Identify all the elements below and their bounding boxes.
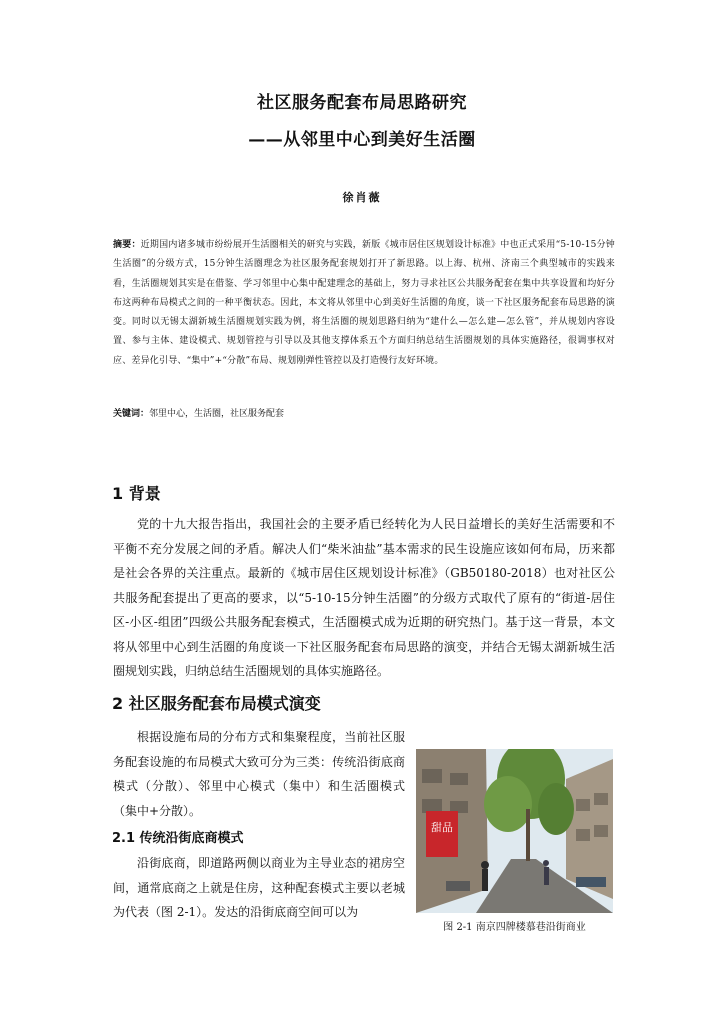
section-1-paragraph: 党的十九大报告指出，我国社会的主要矛盾已经转化为人民日益增长的美好生活需要和不平衡不充分发展之间的矛盾。解决人们“柴米油盐”基本需求的民生设施应该如何布局，历来都是社会各界的关注重点。最新的《城市居住区规划设计标准》（GB50180-2018）也对社区公共服务配套提出了更高的要求，以“5-10-15分钟生活圈”的分级方式取代了原有的“街道-居住区-小区-组团”四级公共服务配套模式，生活圈模式成为近期的研究热门。基于这一背景，本文将从邻里中心到生活圈的角度谈一下社区服务配套布局思路的演变，并结合无锡太湖新城生活圈规划实践，归纳总结生活圈规划的具体实施路径。 [113,517,615,678]
section-2-paragraph: 根据设施布局的分布方式和集聚程度，当前社区服务配套设施的布局模式大致可分为三类：传统沿街底商模式（分散）、邻里中心模式（集中）和生活圈模式（集中+分散）。 [113,730,405,818]
page-subtitle: ——从邻里中心到美好生活圈 [248,130,476,150]
section-2-1-heading: 2.1 传统沿街底商模式 [112,831,244,846]
author-name: 徐肖薇 [342,191,382,204]
photo-sign-text: 甜品 [431,821,453,834]
keywords-text: 邻里中心，生活圈，社区服务配套 [149,409,285,419]
abstract-block [113,236,615,371]
abstract-text: 近期国内诸多城市纷纷展开生活圈相关的研究与实践，新版《城市居住区规划设计标准》中也正式采用“5-10-15分钟生活圈”的分级方式，15分钟生活圈理念为社区服务配套规划打开了新思路。以上海、杭州、济南三个典型城市的实践来看，生活圈规划其实是在借鉴、学习邻里中心集中配建理念的基础上，努力寻求社区公共服务配套在集中共享设置和均好分布这两种布局模式之间的一种平衡状态。因此，本文将从邻里中心到美好生活圈的角度，谈一下社区服务配套布局思路的演变。同时以无锡太湖新城生活圈规划实践为例，将生活圈的规划思路归纳为“建什么—怎么建—怎么管”，并从规划内容设置、参与主体、建设模式、规划管控与引导以及其他支撑体系五个方面归纳总结生活圈规划的具体实施路径，很调事权对应、差异化引导、“集中”+“分散”布局、规划刚弹性管控以及打造慢行友好环境。 [113,240,615,366]
photo-scooters [576,877,606,887]
page-title: 社区服务配套布局思路研究 [257,93,467,113]
keywords-block [113,406,615,422]
figure-caption: 图 2-1 南京四牌楼慕巷沿街商业 [443,922,586,933]
section-1-heading: 1 背景 [112,484,161,503]
photo-pedestrian [482,869,488,891]
figure-street-photo [416,749,613,913]
section-2-1-paragraph: 沿街底商，即道路两侧以商业为主导业态的裙房空间，通常底商之上就是住房，这种配套模式主要以老城为代表（图 2-1）。发达的沿街底商空间可以为 [113,856,405,919]
photo-shop-sign [426,811,458,857]
section-2-heading: 2 社区服务配套布局模式演变 [112,694,321,713]
abstract-label: 摘要： [113,240,141,250]
keywords-label: 关键词： [113,409,150,419]
